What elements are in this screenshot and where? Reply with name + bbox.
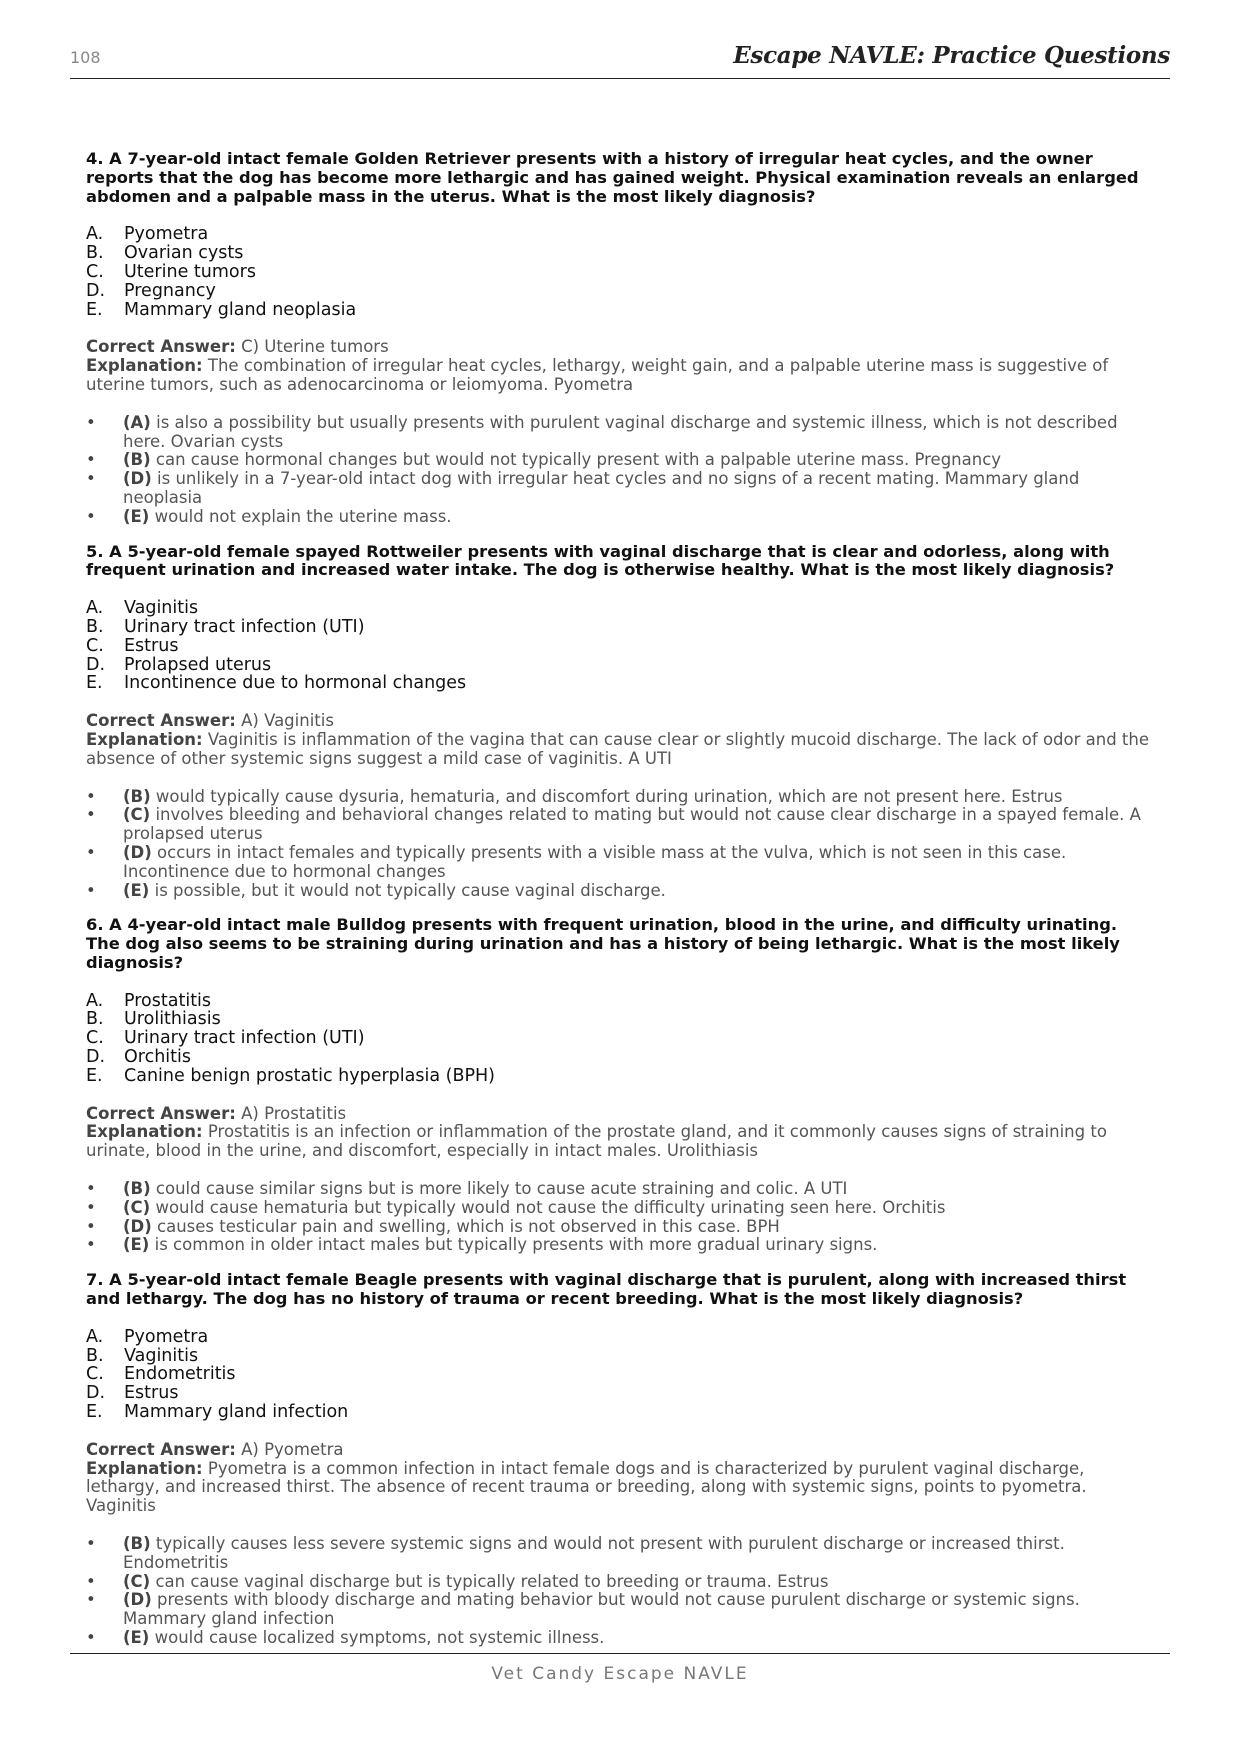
option-text: Vaginitis bbox=[124, 598, 199, 619]
option-letter: B. bbox=[86, 243, 104, 264]
explanation bbox=[86, 731, 1152, 769]
option-text: Urinary tract infection (UTI) bbox=[124, 616, 365, 637]
bullet-text: causes testicular pain and swelling, which is not observed in this case. BPH bbox=[157, 1216, 780, 1236]
correct-answer bbox=[86, 712, 1152, 731]
question-block bbox=[86, 1271, 1152, 1648]
option-text: Canine benign prostatic hyperplasia (BPH) bbox=[124, 1065, 495, 1086]
bullet-dot: • bbox=[86, 1628, 96, 1647]
explanation-bullet bbox=[86, 788, 1152, 807]
option-letter: A. bbox=[86, 990, 104, 1011]
option-text: Urinary tract infection (UTI) bbox=[124, 1028, 365, 1049]
correct-answer bbox=[86, 1441, 1152, 1460]
option-letter: E. bbox=[86, 673, 103, 694]
bullet-dot: • bbox=[86, 1534, 96, 1554]
option-letter: D. bbox=[86, 654, 106, 675]
option-letter: B. bbox=[86, 1345, 104, 1366]
question-text: 6. A 4-year-old intact male Bulldog presents with frequent urination, blood in the urine, and difficulty urinating. The dog also seems to be straining during urination and has a history of being lethargic. What is the most likely diagnosis? bbox=[86, 915, 1120, 972]
option-letter: A. bbox=[86, 598, 104, 619]
answer-option bbox=[86, 637, 1152, 656]
bullet-text: typically causes less severe systemic signs and would not present with purulent discharge or increased thirst. Endometritis bbox=[123, 1534, 1065, 1572]
bullet-key: (E) bbox=[123, 1235, 150, 1255]
answer-option bbox=[86, 599, 1152, 618]
bullet-key: (E) bbox=[123, 1628, 150, 1647]
correct-answer-label: Correct Answer: bbox=[86, 1103, 236, 1123]
bullet-text: would typically cause dysuria, hematuria, and discomfort during urination, which are not present here. Estrus bbox=[155, 786, 1063, 806]
option-letter: B. bbox=[86, 616, 104, 637]
option-text: Mammary gland infection bbox=[124, 1402, 349, 1423]
explanation-bullet bbox=[86, 414, 1152, 452]
footer-divider bbox=[70, 1653, 1170, 1654]
explanation-bullet bbox=[86, 806, 1152, 844]
answer-option bbox=[86, 992, 1152, 1011]
option-text: Estrus bbox=[124, 1383, 179, 1404]
option-text: Uterine tumors bbox=[124, 261, 256, 282]
answer-option bbox=[86, 656, 1152, 675]
bullet-key: (C) bbox=[123, 1571, 151, 1591]
bullet-dot: • bbox=[86, 786, 96, 806]
explanation-bullet bbox=[86, 1218, 1152, 1237]
explanation-bullet bbox=[86, 1236, 1152, 1255]
bullet-key: (B) bbox=[123, 1179, 151, 1199]
bullet-dot: • bbox=[86, 842, 96, 862]
explanation-text: Pyometra is a common infection in intact female dogs and is characterized by purulent vaginal discharge, lethargy, and increased thirst. The absence of recent trauma or breeding, along with systemic signs, points to pyometra. Vaginitis bbox=[86, 1458, 1087, 1516]
option-text: Mammary gland neoplasia bbox=[124, 299, 357, 320]
explanation-label: Explanation: bbox=[86, 1122, 203, 1142]
question-text: 4. A 7-year-old intact female Golden Retriever presents with a history of irregular heat cycles, and the owner reports that the dog has become more lethargic and has gained weight. Physical examination reveals an enlarged abdomen and a palpable mass in the uterus. What is the most likely diagnosis? bbox=[86, 149, 1139, 206]
option-letter: E. bbox=[86, 1065, 103, 1086]
bullet-text: occurs in intact females and typically presents with a visible mass at the vulva, which is not seen in this case. Incontinence due to hormonal changes bbox=[123, 842, 1067, 881]
explanation bbox=[86, 1460, 1152, 1516]
question-block bbox=[86, 916, 1152, 1255]
question-block bbox=[86, 543, 1152, 901]
explanation-bullet bbox=[86, 1629, 1152, 1648]
option-text: Prolapsed uterus bbox=[124, 654, 272, 675]
option-letter: C. bbox=[86, 261, 104, 282]
bullet-text: would cause localized symptoms, not systemic illness. bbox=[154, 1628, 605, 1647]
answer-options bbox=[86, 599, 1152, 693]
answer-option bbox=[86, 618, 1152, 637]
question-text: 7. A 5-year-old intact female Beagle presents with vaginal discharge that is purulent, along with increased thirst and lethargy. The dog has no history of trauma or recent breeding. What is the most likely diagnosis? bbox=[86, 1270, 1127, 1309]
bullet-text: is also a possibility but usually presents with purulent vaginal discharge and systemic illness, which is not described here. Ovarian cysts bbox=[123, 412, 1118, 451]
option-text: Estrus bbox=[124, 635, 179, 656]
explanation-bullet bbox=[86, 1573, 1152, 1592]
correct-answer-label: Correct Answer: bbox=[86, 1439, 236, 1459]
option-letter: D. bbox=[86, 280, 106, 301]
questions-content bbox=[86, 150, 1152, 1664]
option-letter: C. bbox=[86, 635, 104, 656]
option-text: Pyometra bbox=[124, 224, 209, 245]
correct-answer-value: A) Vaginitis bbox=[241, 711, 334, 731]
answer-options bbox=[86, 1328, 1152, 1422]
bullet-key: (B) bbox=[123, 1534, 151, 1554]
explanation-bullet bbox=[86, 882, 1152, 901]
bullet-text: is possible, but it would not typically cause vaginal discharge. bbox=[154, 880, 666, 900]
bullet-dot: • bbox=[86, 880, 96, 900]
answer-options bbox=[86, 225, 1152, 319]
bullet-text: would cause hematuria but typically would not cause the difficulty urinating seen here. Orchitis bbox=[155, 1197, 946, 1217]
answer-option bbox=[86, 282, 1152, 301]
option-letter: E. bbox=[86, 299, 103, 320]
bullet-text: would not explain the uterine mass. bbox=[154, 506, 452, 526]
option-letter: C. bbox=[86, 1364, 104, 1385]
bullet-dot: • bbox=[86, 1590, 96, 1610]
option-text: Endometritis bbox=[124, 1364, 236, 1385]
bullet-key: (B) bbox=[123, 450, 151, 470]
page-number: 108 bbox=[70, 48, 101, 67]
option-text: Urolithiasis bbox=[124, 1009, 221, 1030]
bullet-key: (D) bbox=[123, 1590, 152, 1610]
explanation-bullet bbox=[86, 508, 1152, 527]
question-block bbox=[86, 150, 1152, 527]
answer-option bbox=[86, 1029, 1152, 1048]
answer-option bbox=[86, 1403, 1152, 1422]
question-text: 5. A 5-year-old female spayed Rottweiler presents with vaginal discharge that is clear and odorless, along with frequent urination and increased water intake. The dog is otherwise healthy. What is the most likely diagnosis? bbox=[86, 541, 1115, 580]
bullet-dot: • bbox=[86, 1571, 96, 1591]
bullet-key: (A) bbox=[123, 412, 151, 432]
bullet-dot: • bbox=[86, 469, 96, 489]
bullet-key: (D) bbox=[123, 469, 152, 489]
answer-option bbox=[86, 1384, 1152, 1403]
bullet-text: presents with bloody discharge and mating behavior but would not cause purulent discharge or systemic signs. Mammary gland infection bbox=[123, 1590, 1080, 1629]
bullet-key: (E) bbox=[123, 506, 150, 526]
answer-option bbox=[86, 1328, 1152, 1347]
answer-options bbox=[86, 992, 1152, 1086]
option-letter: C. bbox=[86, 1028, 104, 1049]
option-letter: D. bbox=[86, 1047, 106, 1068]
bullet-key: (C) bbox=[123, 1197, 151, 1217]
option-letter: D. bbox=[86, 1383, 106, 1404]
correct-answer-value: C) Uterine tumors bbox=[241, 337, 389, 357]
option-text: Incontinence due to hormonal changes bbox=[124, 673, 467, 694]
bullet-text: involves bleeding and behavioral changes related to mating but would not cause clear discharge in a spayed female. A prolapsed uterus bbox=[123, 805, 1141, 844]
correct-answer-value: A) Pyometra bbox=[241, 1439, 344, 1459]
explanation bbox=[86, 1123, 1152, 1161]
answer-option bbox=[86, 1010, 1152, 1029]
bullet-text: can cause vaginal discharge but is typically related to breeding or trauma. Estrus bbox=[155, 1571, 829, 1591]
answer-option bbox=[86, 1365, 1152, 1384]
bullet-dot: • bbox=[86, 805, 96, 825]
option-text: Vaginitis bbox=[124, 1345, 199, 1366]
option-letter: A. bbox=[86, 224, 104, 245]
explanation-bullet bbox=[86, 844, 1152, 882]
option-text: Ovarian cysts bbox=[124, 243, 244, 264]
answer-option bbox=[86, 263, 1152, 282]
bullet-key: (D) bbox=[123, 1216, 152, 1236]
explanation-bullet bbox=[86, 1199, 1152, 1218]
answer-option bbox=[86, 225, 1152, 244]
explanation-bullets bbox=[86, 788, 1152, 901]
explanation-bullet bbox=[86, 1535, 1152, 1573]
bullet-dot: • bbox=[86, 1197, 96, 1217]
bullet-key: (C) bbox=[123, 805, 151, 825]
answer-option bbox=[86, 244, 1152, 263]
bullet-text: can cause hormonal changes but would not typically present with a palpable uterine mass. Pregnancy bbox=[155, 450, 1002, 470]
bullet-dot: • bbox=[86, 412, 96, 432]
explanation-label: Explanation: bbox=[86, 729, 203, 749]
option-text: Prostatitis bbox=[124, 990, 212, 1011]
page-header bbox=[70, 40, 1170, 79]
option-text: Pyometra bbox=[124, 1326, 209, 1347]
explanation-text: Vaginitis is inflammation of the vagina that can cause clear or slightly mucoid discharge. The lack of odor and the absence of other systemic signs suggest a mild case of vaginitis. A UTI bbox=[86, 729, 1149, 768]
answer-option bbox=[86, 1067, 1152, 1086]
explanation-bullet bbox=[86, 1591, 1152, 1629]
answer-option bbox=[86, 1048, 1152, 1067]
explanation-bullet bbox=[86, 470, 1152, 508]
explanation-text: The combination of irregular heat cycles, lethargy, weight gain, and a palpable uterine mass is suggestive of uterine tumors, such as adenocarcinoma or leiomyoma. Pyometra bbox=[86, 356, 1109, 394]
bullet-dot: • bbox=[86, 1235, 96, 1255]
explanation-bullet bbox=[86, 1180, 1152, 1199]
page-footer: Vet Candy Escape NAVLE bbox=[491, 1664, 749, 1684]
explanation-bullet bbox=[86, 451, 1152, 470]
explanation-bullets bbox=[86, 1535, 1152, 1648]
correct-answer-value: A) Prostatitis bbox=[241, 1103, 347, 1123]
bullet-key: (E) bbox=[123, 880, 150, 900]
explanation-label: Explanation: bbox=[86, 1458, 203, 1478]
explanation bbox=[86, 357, 1152, 395]
answer-option bbox=[86, 674, 1152, 693]
bullet-dot: • bbox=[86, 450, 96, 470]
option-letter: B. bbox=[86, 1009, 104, 1030]
correct-answer-label: Correct Answer: bbox=[86, 711, 236, 731]
book-title: Escape NAVLE: Practice Questions bbox=[733, 42, 1170, 69]
option-text: Orchitis bbox=[124, 1047, 192, 1068]
explanation-bullets bbox=[86, 1180, 1152, 1255]
bullet-text: is unlikely in a 7-year-old intact dog with irregular heat cycles and no signs of a recent mating. Mammary gland neoplasia bbox=[123, 469, 1080, 507]
correct-answer-label: Correct Answer: bbox=[86, 337, 236, 357]
correct-answer bbox=[86, 338, 1152, 357]
option-letter: E. bbox=[86, 1402, 103, 1423]
bullet-dot: • bbox=[86, 506, 96, 526]
explanation-bullets bbox=[86, 414, 1152, 527]
bullet-dot: • bbox=[86, 1216, 96, 1236]
bullet-text: is common in older intact males but typically presents with more gradual urinary signs. bbox=[154, 1235, 878, 1255]
option-letter: A. bbox=[86, 1326, 104, 1347]
explanation-text: Prostatitis is an infection or inflammation of the prostate gland, and it commonly causes signs of straining to urinate, blood in the urine, and discomfort, especially in intact males. Urolithiasis bbox=[86, 1122, 1107, 1161]
bullet-key: (B) bbox=[123, 786, 151, 806]
bullet-text: could cause similar signs but is more likely to cause acute straining and colic. A UTI bbox=[155, 1179, 848, 1199]
bullet-key: (D) bbox=[123, 842, 152, 862]
answer-option bbox=[86, 1347, 1152, 1366]
correct-answer bbox=[86, 1105, 1152, 1124]
option-text: Pregnancy bbox=[124, 280, 216, 301]
answer-option bbox=[86, 301, 1152, 320]
bullet-dot: • bbox=[86, 1179, 96, 1199]
explanation-label: Explanation: bbox=[86, 356, 203, 376]
